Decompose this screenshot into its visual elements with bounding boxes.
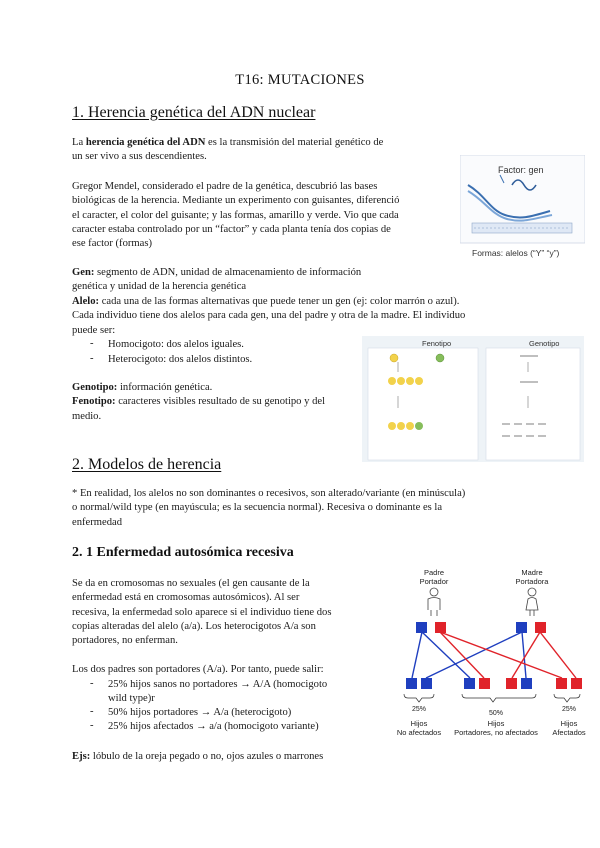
section2-heading: 2. Modelos de herencia	[72, 456, 222, 473]
hijos-left: Hijos	[410, 719, 428, 728]
mendel-line: ese factor (formas)	[72, 238, 152, 250]
blue-allele-lines	[412, 632, 526, 678]
page-title: T16: MUTACIONES	[235, 72, 365, 88]
alelo-line2: Cada individuo tiene dos alelos para cada gen, una del padre y otra de la madre. El individuo	[72, 310, 466, 322]
note-line: * En realidad, los alelos no son dominantes o recesivos, son alterado/variante (en minúscula)	[72, 488, 466, 499]
no-afectados-label: No afectados	[396, 728, 442, 737]
alelo-item-heterocigoto: Heterocigoto: dos alelos distintos.	[108, 354, 253, 365]
pct-left: 25%	[411, 706, 427, 713]
child1-allele	[406, 678, 417, 689]
child4-allele	[556, 678, 567, 689]
body-line: recesiva, la enfermedad solo aparece si el individuo tiene dos	[72, 606, 332, 618]
portadores-label: Portadores, no afectados	[454, 728, 538, 737]
note-line: enfermedad	[72, 516, 122, 528]
mother-label-1: Madre	[521, 568, 543, 577]
child2-allele	[479, 678, 490, 689]
child1-allele	[421, 678, 432, 689]
mother-icon	[526, 588, 538, 616]
note-line: o normal/wild type (en mayúscula; es la secuencia normal). Recesiva o dominante es la	[72, 502, 443, 514]
outcome-item: 25% hijos sanos no portadores → A/A (homocigoto	[108, 679, 328, 690]
father-allele-A	[416, 622, 427, 633]
hijos-mid: Hijos	[487, 719, 505, 728]
mendel-paragraph	[72, 180, 399, 251]
parents-text: Los dos padres son portadores (A/a). Por tanto, puede salir:	[72, 664, 324, 675]
mendel-line: caracter estaba controlado por un “factor” y cada planta tenía dos copias de	[72, 223, 391, 235]
gen-label: Gen:	[72, 267, 95, 278]
pct-right: 25%	[561, 706, 577, 713]
genotipo-figure-title: Genotipo	[529, 339, 560, 348]
afectados-label: Afectados	[552, 728, 586, 737]
examples	[72, 750, 323, 764]
father-allele-a	[435, 622, 446, 633]
gene-figure	[460, 155, 585, 260]
fenotipo-line1: caracteres visibles resultado de su genotipo y del	[115, 396, 326, 408]
genotipo-label: Genotipo:	[72, 382, 118, 393]
subsection-heading	[72, 545, 294, 561]
intro-paragraph	[72, 136, 383, 165]
mother-allele-A	[516, 622, 527, 633]
mendel-line: Gregor Mendel, considerado el padre de la genética, descubrió las bases	[72, 181, 378, 192]
subsection-heading-text: 2. 1 Enfermedad autosómica recesiva	[72, 545, 294, 560]
fenotipo-label: Fenotipo:	[72, 396, 116, 408]
intro-line2: un ser vivo a sus descendientes.	[72, 151, 207, 163]
mother-allele-a	[535, 622, 546, 633]
fenotipo-line2: medio.	[72, 410, 102, 422]
outcome-item: 50% hijos portadores → A/a (heterocigoto)	[108, 707, 292, 718]
gen-definition	[72, 266, 361, 295]
outcome-item: 25% hijos afectados → a/a (homocigoto variante)	[108, 721, 319, 732]
recessive-paragraph	[72, 577, 331, 648]
pct-mid: 50%	[488, 710, 504, 717]
alelo-definition	[72, 295, 542, 338]
fenotipo-figure-title: Fenotipo	[422, 339, 452, 348]
gen-line2: genética y unidad de la herencia genética	[72, 281, 247, 293]
genotipo-text: información genética.	[117, 382, 213, 393]
father-label-1: Padre	[423, 568, 445, 577]
intro-pre: La	[72, 137, 86, 148]
body-line: Se da en cromosomas no sexuales (el gen causante de la	[72, 578, 310, 589]
genotipo-definition	[72, 381, 325, 424]
child2-allele	[464, 678, 475, 689]
alelo-line1: cada una de las formas alternativas que puede tener un gen (ej: color marrón o azul).	[99, 296, 460, 307]
gene-label: Factor: gen	[498, 165, 544, 175]
mendel-line: el caracter, el color del guisante; y las formas, amarillo y verde. Vio que cada	[72, 209, 399, 221]
dna-illustration	[460, 155, 585, 260]
intro-bold: herencia genética del ADN	[85, 137, 206, 148]
body-line: enfermedad está en cromosomas autosómicos). Al ser	[72, 592, 300, 604]
inheritance-figure	[378, 566, 586, 742]
father-icon	[428, 588, 440, 616]
alleles-note	[72, 487, 542, 530]
father-label-2: Portador	[419, 577, 449, 586]
alelo-item-homocigoto: Homocigoto: dos alelos iguales.	[108, 339, 244, 350]
mother-label-2: Portadora	[515, 577, 549, 586]
ejs-text: lóbulo de la oreja pegado o no, ojos azules o marrones	[90, 751, 324, 762]
pea-figure	[362, 336, 584, 462]
child3-allele	[521, 678, 532, 689]
ejs-label: Ejs:	[72, 751, 91, 762]
hijos-right: Hijos	[560, 719, 578, 728]
child3-allele	[506, 678, 517, 689]
outcome-item-cont: wild type)r	[108, 693, 155, 704]
alelo-label: Alelo:	[72, 296, 100, 307]
body-line: portadores, no enferman.	[72, 635, 178, 647]
inheritance-diagram	[378, 566, 586, 742]
section1-heading: 1. Herencia genética del ADN nuclear	[72, 104, 316, 121]
intro-line1: es la transmisión del material genético de	[205, 137, 384, 148]
alelo-line3: puede ser:	[72, 324, 116, 336]
body-line: copias alteradas del alelo (a/a). Los heterocigotos A/a son	[72, 620, 316, 632]
pea-cross-illustration	[362, 336, 584, 462]
child4-allele	[571, 678, 582, 689]
mendel-line: biológicas de la herencia. Mediante un experimento con guisantes, diferenció	[72, 195, 400, 207]
gen-line1: segmento de ADN, unidad de almacenamiento de información	[94, 267, 362, 278]
gene-figure-caption: Formas: alelos (“Y” “y”)	[472, 248, 560, 258]
